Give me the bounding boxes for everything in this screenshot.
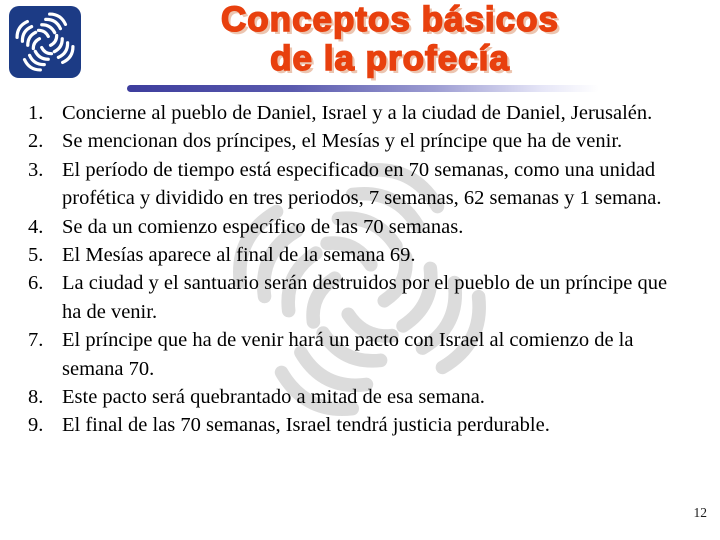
list-item: [28, 213, 696, 241]
list-item: [28, 99, 696, 127]
list-item-text: El Mesías aparece al final de la semana 69.: [62, 244, 416, 267]
list-item-text: El período de tiempo está especificado en 70 semanas, como una unidad profética y dividido en tres periodos, 7 semanas, 62 semanas y 1 semana.: [62, 158, 662, 210]
list-item-text: Este pacto será quebrantado a mitad de esa semana.: [62, 386, 485, 409]
list-item-number: 9.: [28, 414, 44, 437]
page-number: 12: [693, 505, 707, 520]
slide-title: [130, 0, 650, 78]
title-divider-line: [127, 85, 599, 92]
list-item-text: Concierne al pueblo de Daniel, Israel y a la ciudad de Daniel, Jerusalén.: [62, 102, 653, 124]
organization-logo: [9, 6, 81, 78]
list-item-number: 8.: [28, 386, 44, 409]
list-item-number: 7.: [28, 329, 44, 352]
list-item-number: 4.: [28, 215, 44, 238]
list-item: [28, 241, 696, 269]
list-item-number: 1.: [28, 102, 44, 124]
slide-title-line1: Conceptos básicos: [221, 0, 559, 39]
list-item-number: 2.: [28, 130, 44, 153]
list-item: [28, 383, 696, 411]
list-item-text: Se mencionan dos príncipes, el Mesías y el príncipe que ha de venir.: [62, 130, 623, 153]
list-item: [28, 127, 696, 155]
swirl-hands-icon: [10, 7, 80, 77]
slide-title-line2: de la profecía: [270, 39, 510, 78]
list-item-text: El final de las 70 semanas, Israel tendrá justicia perdurable.: [62, 414, 550, 437]
list-item-number: 5.: [28, 244, 44, 267]
list-item: [28, 411, 696, 439]
list-item: [28, 326, 696, 383]
list-item-text: Se da un comienzo específico de las 70 semanas.: [62, 215, 464, 238]
list-item: [28, 269, 696, 326]
list-item-text: El príncipe que ha de venir hará un pacto con Israel al comienzo de la semana 70.: [62, 329, 634, 380]
numbered-list: [28, 99, 696, 440]
list-item-number: 3.: [28, 158, 44, 181]
list-item: [28, 156, 696, 213]
list-item-number: 6.: [28, 272, 44, 295]
list-item-text: La ciudad y el santuario serán destruidos por el pueblo de un príncipe que ha de venir.: [62, 272, 668, 323]
